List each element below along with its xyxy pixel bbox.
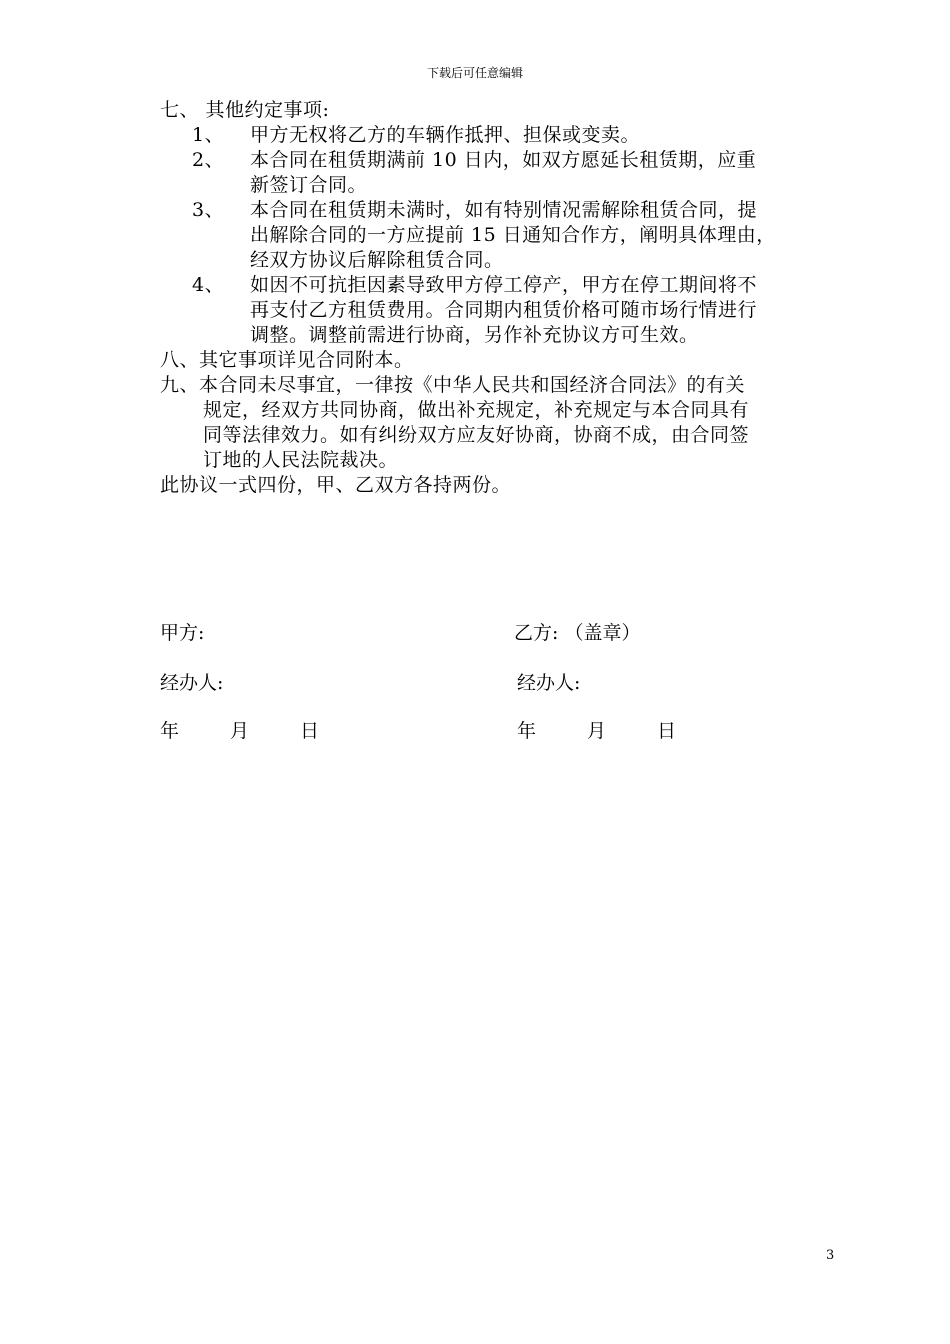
date-day: 日 — [300, 720, 320, 742]
item-text-continued: 再支付乙方租赁费用。合同期内租赁价格可随市场行情进行 — [250, 299, 758, 321]
item-text-continued: 调整。调整前需进行协商，另作补充协议方可生效。 — [250, 324, 699, 346]
date-a — [160, 719, 319, 743]
page-number: 3 — [826, 1248, 835, 1263]
section-7-item-4 — [192, 273, 757, 297]
item-number: 3、 — [192, 199, 225, 221]
header-note: 下载后可任意编辑 — [426, 66, 523, 80]
party-b-label: 乙方: （盖章） — [514, 622, 641, 644]
item-text-continued: 经双方协议后解除租赁合同。 — [250, 249, 504, 271]
item-number: 4、 — [192, 274, 225, 296]
agent-a-label: 经办人: — [160, 672, 224, 694]
date-year: 年 — [160, 720, 180, 742]
section-9-continued: 同等法律效力。如有纠纷双方应友好协商，协商不成，由合同签 — [203, 424, 750, 446]
party-a-label: 甲方: — [160, 622, 205, 644]
item-text-continued: 出解除合同的一方应提前 15 日通知合作方，阐明具体理由， — [250, 224, 776, 246]
item-text-continued: 新签订合同。 — [250, 174, 368, 196]
item-text: 如因不可抗拒因素导致甲方停工停产，甲方在停工期间将不 — [250, 274, 758, 296]
closing-statement: 此协议一式四份，甲、乙双方各持两份。 — [160, 474, 512, 496]
section-8: 八、其它事项详见合同附本。 — [160, 349, 414, 371]
date-b — [517, 719, 676, 743]
date-month: 月 — [587, 720, 607, 742]
section-9-first-line: 九、本合同未尽事宜，一律按《中华人民共和国经济合同法》的有关 — [160, 374, 746, 396]
agent-b-label: 经办人: — [517, 672, 581, 694]
item-number: 1、 — [192, 124, 225, 146]
section-9-continued: 订地的人民法院裁决。 — [203, 449, 399, 471]
date-month: 月 — [230, 720, 250, 742]
date-year: 年 — [517, 720, 537, 742]
item-number: 2、 — [192, 149, 225, 171]
item-text: 本合同在租赁期未满时，如有特别情况需解除租赁合同，提 — [250, 199, 758, 221]
section-7-item-3 — [192, 198, 757, 222]
item-text: 甲方无权将乙方的车辆作抵押、担保或变卖。 — [250, 124, 641, 146]
item-text: 本合同在租赁期满前 10 日内，如双方愿延长租赁期，应重 — [250, 149, 757, 171]
section-7-item-1 — [192, 123, 640, 147]
section-7-heading: 七、 其他约定事项: — [160, 99, 330, 121]
section-9-continued: 规定，经双方共同协商，做出补充规定，补充规定与本合同具有 — [203, 399, 750, 421]
date-day: 日 — [657, 720, 677, 742]
section-7-item-2 — [192, 148, 756, 172]
